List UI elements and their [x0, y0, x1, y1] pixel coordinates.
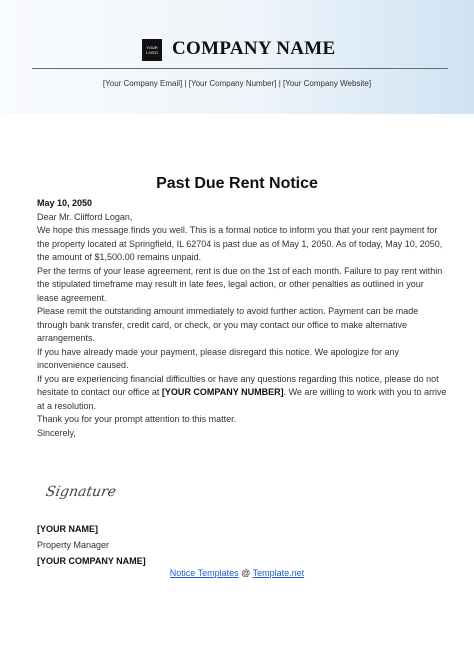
notice-date: May 10, 2050	[37, 198, 93, 208]
company-name: COMPANY NAME	[172, 38, 336, 59]
signer-company: [YOUR COMPANY NAME]	[37, 556, 146, 566]
notice-templates-link[interactable]: Notice Templates	[169, 568, 239, 578]
handwritten-signature: Signature	[44, 484, 118, 500]
logo-line-1: YOUR	[146, 45, 158, 50]
paragraph-5-end: . We are willing to work with you to arrive at a resolution.	[37, 387, 447, 411]
company-number-placeholder: [YOUR COMPANY NUMBER]	[161, 387, 284, 397]
header-divider	[32, 68, 448, 69]
template-net-link[interactable]: Template.net	[252, 568, 305, 578]
company-contact-line: [Your Company Email] | [Your Company Number] | [Your Company Website]	[102, 79, 372, 88]
paragraph-6: Thank you for your prompt attention to this matter.	[37, 414, 237, 424]
paragraph-3: Please remit the outstanding amount immediately to avoid further action. Payment can be made through bank transfer, credit card, or check, or you may contact our office to make alternative arrangements.	[37, 306, 419, 343]
signature-block	[37, 521, 337, 569]
footer-attribution	[0, 568, 474, 578]
closing: Sincerely,	[37, 427, 76, 438]
greeting: Dear Mr. Clifford Logan,	[37, 211, 133, 222]
footer-separator: @	[238, 568, 253, 578]
letterhead	[0, 0, 474, 114]
notice-body	[37, 197, 447, 440]
signer-role: Property Manager	[37, 540, 110, 550]
paragraph-5	[37, 373, 447, 414]
signer-name: [YOUR NAME]	[37, 524, 98, 534]
notice-title: Past Due Rent Notice	[156, 175, 318, 192]
paragraph-5-start: If you are experiencing financial difficulties or have any questions regarding this notice, please do not hesitate to contact our office at	[37, 373, 439, 397]
paragraph-1: We hope this message finds you well. This is a formal notice to inform you that your rent payment for the property located at Springfield, IL 62704 is past due as of May 1, 2050. As of today, May 10, 2050, the amount of $1,500.00 remains unpaid.	[37, 225, 443, 262]
logo-line-2: LOGO	[146, 50, 158, 55]
company-logo	[142, 39, 162, 61]
paragraph-4: If you have already made your payment, please disregard this notice. We apologize for any inconvenience caused.	[37, 346, 400, 370]
paragraph-2: Per the terms of your lease agreement, rent is due on the 1st of each month. Failure to pay rent within the stipulated timeframe may result in late fees, legal action, or other penalties as outlined in your lease agreement.	[37, 265, 443, 303]
